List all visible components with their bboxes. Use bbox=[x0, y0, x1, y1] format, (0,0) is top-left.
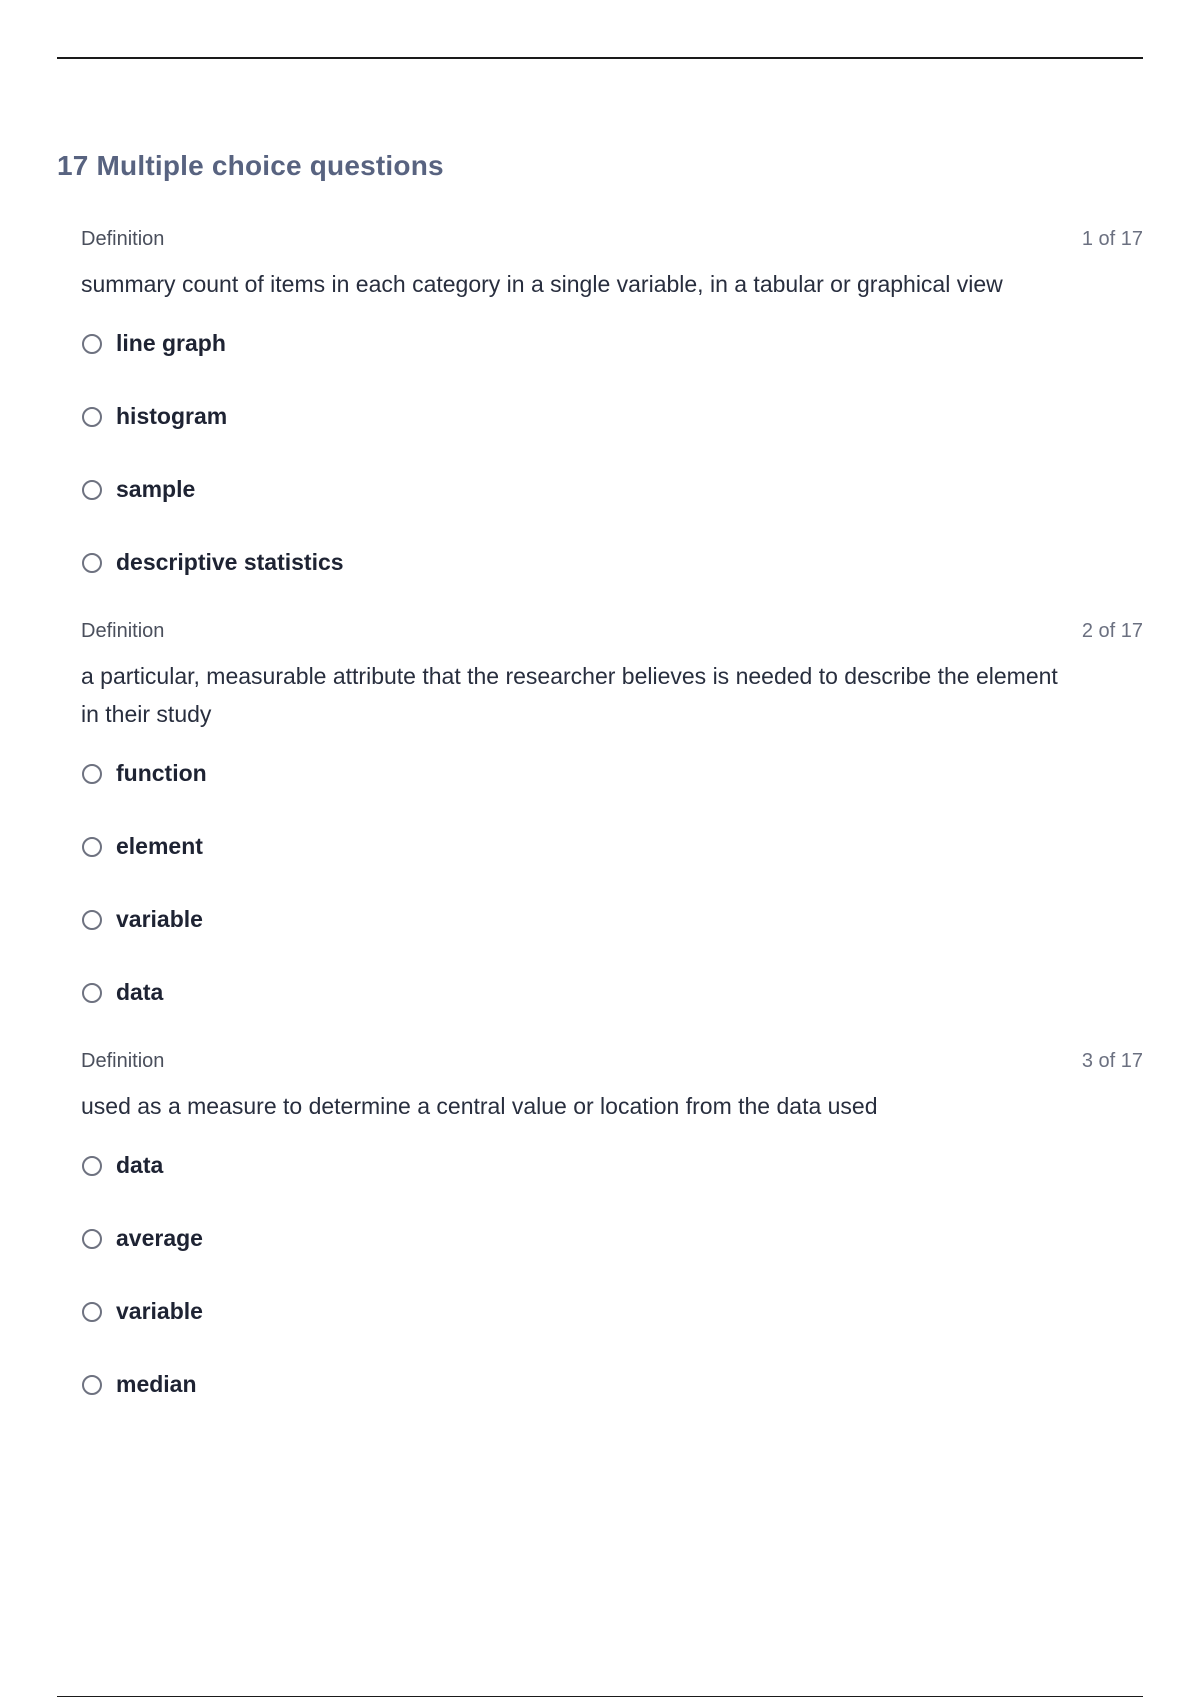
radio-button-icon[interactable] bbox=[82, 837, 102, 857]
answer-option-label: line graph bbox=[116, 330, 226, 356]
top-divider bbox=[57, 57, 1143, 59]
question-header bbox=[81, 228, 1143, 254]
question-card-1 bbox=[81, 228, 1143, 599]
answer-option-label: average bbox=[116, 1225, 203, 1251]
answer-option[interactable] bbox=[81, 810, 1143, 883]
answer-options bbox=[81, 737, 1143, 1029]
answer-options bbox=[81, 307, 1143, 599]
radio-button-icon[interactable] bbox=[82, 1375, 102, 1395]
radio-button-icon[interactable] bbox=[82, 983, 102, 1003]
answer-option-label: median bbox=[116, 1371, 197, 1397]
radio-button-icon[interactable] bbox=[82, 480, 102, 500]
question-counter: 2 of 17 bbox=[1081, 620, 1143, 642]
answer-option-label: variable bbox=[116, 906, 203, 932]
radio-button-icon[interactable] bbox=[82, 1302, 102, 1322]
page-title: 17 Multiple choice questions bbox=[57, 150, 444, 181]
question-card-2 bbox=[81, 620, 1143, 1029]
answer-option-label: sample bbox=[116, 476, 196, 502]
answer-options bbox=[81, 1129, 1143, 1421]
bottom-divider bbox=[57, 1696, 1143, 1697]
radio-button-icon[interactable] bbox=[82, 764, 102, 784]
question-prompt: summary count of items in each category in a single variable, in a tabular or graphical view bbox=[81, 271, 1003, 297]
question-prompt: used as a measure to determine a central value or location from the data used bbox=[81, 1093, 878, 1119]
radio-button-icon[interactable] bbox=[82, 407, 102, 427]
answer-option-label: data bbox=[116, 979, 164, 1005]
answer-option[interactable] bbox=[81, 380, 1143, 453]
answer-option[interactable] bbox=[81, 1348, 1143, 1421]
answer-option[interactable] bbox=[81, 526, 1143, 599]
answer-option-label: histogram bbox=[116, 403, 228, 429]
radio-button-icon[interactable] bbox=[82, 910, 102, 930]
answer-option-label: descriptive statistics bbox=[116, 549, 344, 575]
question-header bbox=[81, 1050, 1143, 1076]
question-type-label: Definition bbox=[81, 1050, 165, 1072]
radio-button-icon[interactable] bbox=[82, 553, 102, 573]
question-counter: 1 of 17 bbox=[1081, 228, 1143, 250]
question-header bbox=[81, 620, 1143, 646]
answer-option-label: data bbox=[116, 1152, 164, 1178]
answer-option[interactable] bbox=[81, 307, 1143, 380]
question-type-label: Definition bbox=[81, 620, 165, 642]
answer-option-label: function bbox=[116, 760, 207, 786]
question-prompt: a particular, measurable attribute that the researcher believes is needed to describe the element in their study bbox=[81, 663, 1058, 727]
radio-button-icon[interactable] bbox=[82, 1156, 102, 1176]
answer-option[interactable] bbox=[81, 453, 1143, 526]
radio-button-icon[interactable] bbox=[82, 334, 102, 354]
answer-option-label: element bbox=[116, 833, 203, 859]
answer-option[interactable] bbox=[81, 1275, 1143, 1348]
answer-option[interactable] bbox=[81, 956, 1143, 1029]
answer-option[interactable] bbox=[81, 737, 1143, 810]
question-card-3 bbox=[81, 1050, 1143, 1421]
answer-option[interactable] bbox=[81, 1129, 1143, 1202]
radio-button-icon[interactable] bbox=[82, 1229, 102, 1249]
question-counter: 3 of 17 bbox=[1081, 1050, 1143, 1072]
answer-option[interactable] bbox=[81, 1202, 1143, 1275]
answer-option-label: variable bbox=[116, 1298, 203, 1324]
question-type-label: Definition bbox=[81, 228, 165, 250]
answer-option[interactable] bbox=[81, 883, 1143, 956]
